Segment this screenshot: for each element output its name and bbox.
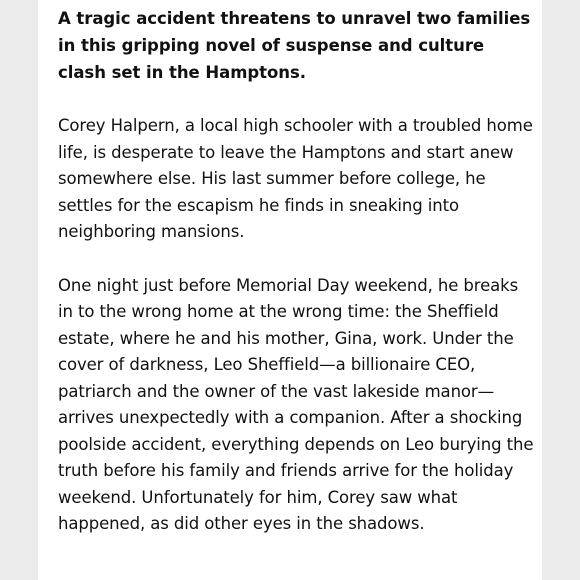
description-paragraph-2: One night just before Memorial Day weekend, he breaks in to the wrong home at the wrong time: the Sheffield estate, where he and his mother, Gina, work. Under the cover of darkness, Leo Sheffield—a billionaire CEO, patriarch and the owner of the vast lakeside manor—arrives unexpectedly with a companion. After a shocking poolside accident, everything depends on Leo burying the truth before his family and friends arrive for the holiday weekend. Unfortunately for him, Corey saw what happened, as did other eyes in the shadows. [58, 275, 534, 533]
description-headline: A tragic accident threatens to unravel two families in this gripping novel of suspense and culture clash set in the Hamptons. [58, 9, 531, 82]
description-paragraph-1: Corey Halpern, a local high schooler with a troubled home life, is desperate to leave the Hamptons and start anew somewhere else. His last summer before college, he settles for the escapism he finds in sneaking into neighboring mansions. [58, 116, 533, 241]
book-description-panel [38, 0, 542, 580]
